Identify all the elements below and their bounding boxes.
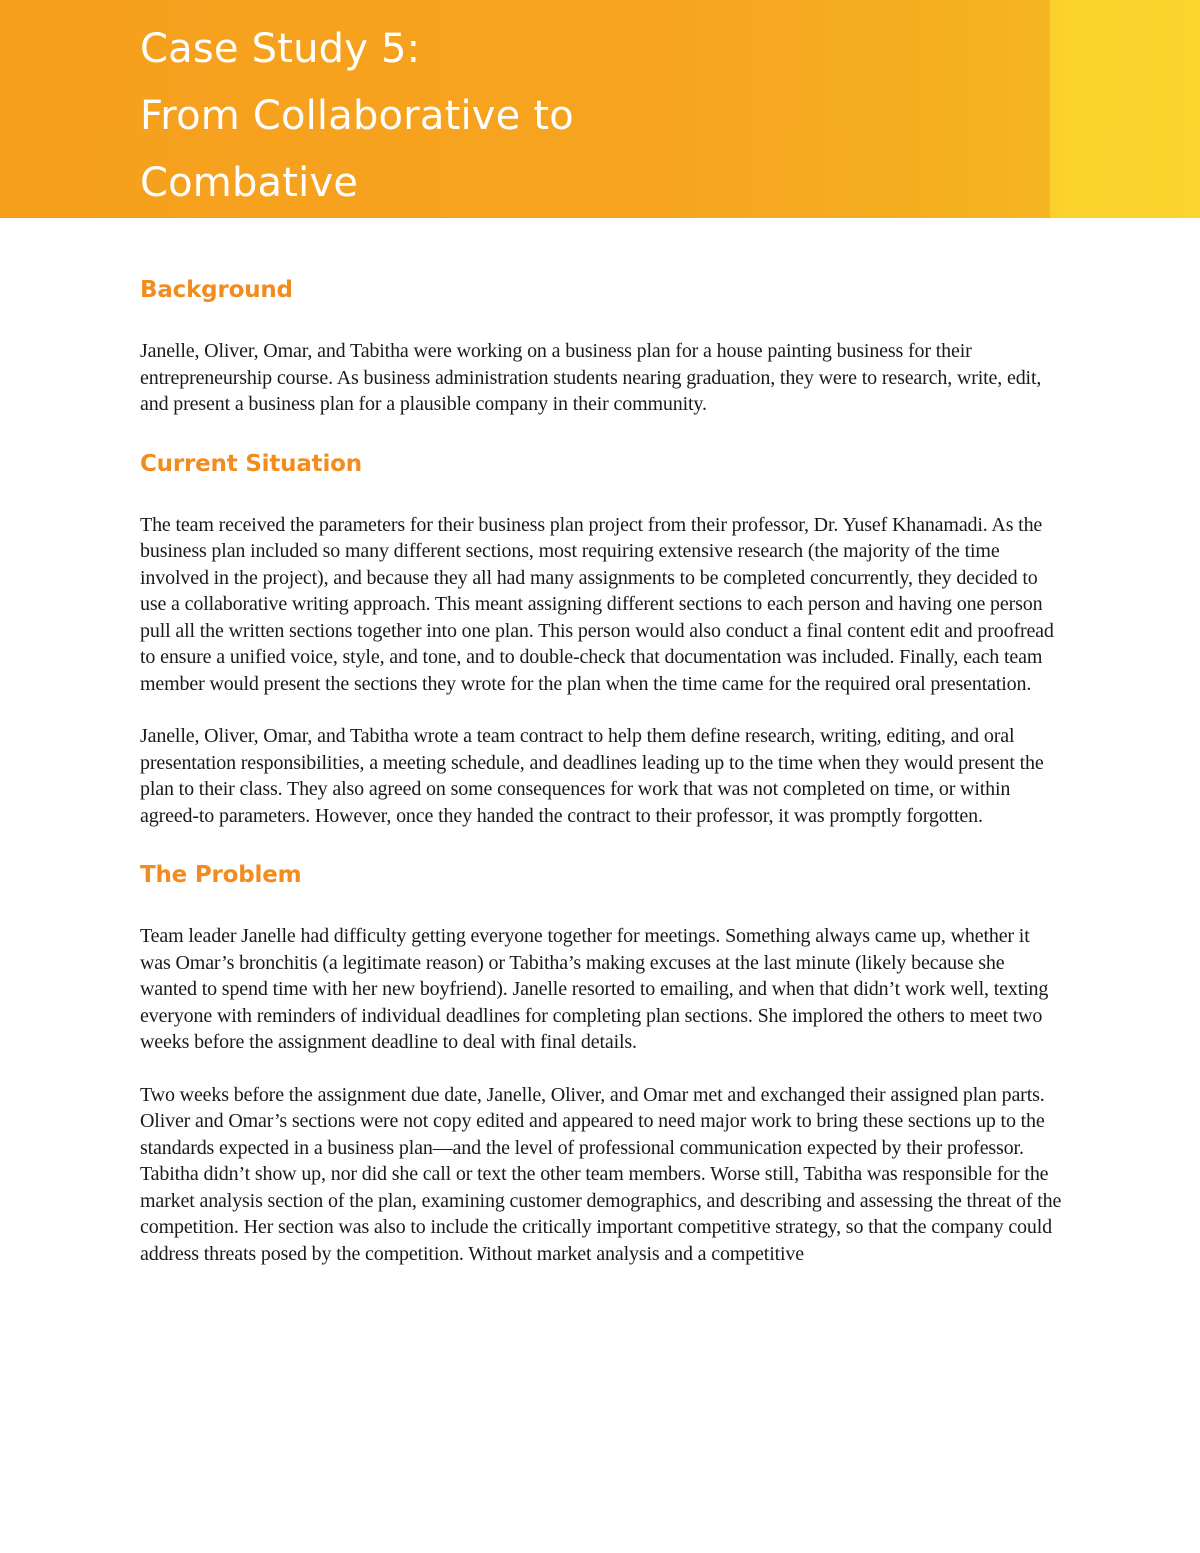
section-heading: Current Situation	[140, 450, 362, 477]
section-current-situation	[140, 444, 1065, 830]
document-body	[140, 270, 1065, 1267]
page-title	[140, 16, 574, 217]
section-background	[140, 270, 1065, 418]
section-heading: The Problem	[140, 862, 302, 888]
paragraph: Two weeks before the assignment due date, Janelle, Oliver, and Omar met and exchanged their assigned plan parts. Oliver and Omar’s sections were not copy edited and appeared to need major work to bring these sections up to the standards expected in a business plan—and the level of professional communication expected by their professor. Tabitha didn’t show up, nor did she call or text the other team members. Worse still, Tabitha was responsible for the market analysis section of the plan, examining customer demographics, and describing and assessing the threat of the competition. Her section was also to include the critically important competitive strategy, so that the company could address threats posed by the competition. Without market analysis and a competitive	[140, 1083, 1062, 1265]
paragraph: Janelle, Oliver, Omar, and Tabitha wrote a team contract to help them define research, writing, editing, and oral presentation responsibilities, a meeting schedule, and deadlines leading up to the time when they would present the plan to their class. They also agreed on some consequences for work that was not completed on time, or within agreed-to parameters. However, once they handed the contract to their professor, it was promptly forgotten.	[140, 725, 1044, 827]
title-line: From Collaborative to	[140, 93, 574, 139]
section-heading: Background	[140, 277, 293, 303]
paragraph: The team received the parameters for their business plan project from their professor, Dr. Yusef Khanamadi. As the business plan included so many different sections, most requiring extensive research (the majority of the time involved in the project), and because they all had many assignments to be completed concurrently, they decided to use a collaborative writing approach. This meant assigning different sections to each person and having one person pull all the written sections together into one plan. This person would also conduct a final content edit and proofread to ensure a unified voice, style, and tone, and to double-check that documentation was included. Finally, each team member would present the sections they wrote for the plan when the time came for the required oral presentation.	[140, 513, 1054, 695]
title-line: Combative	[140, 160, 359, 206]
title-line: Case Study 5:	[140, 26, 421, 72]
paragraph: Janelle, Oliver, Omar, and Tabitha were working on a business plan for a house painting business for their entrepreneurship course. As business administration students nearing graduation, they were to research, write, edit, and present a business plan for a plausible company in their community.	[140, 340, 1042, 415]
section-the-problem	[140, 855, 1065, 1267]
paragraph: Team leader Janelle had difficulty getting everyone together for meetings. Something always came up, whether it was Omar’s bronchitis (a legitimate reason) or Tabitha’s making excuses at the last minute (likely because she wanted to spend time with her new boyfriend). Janelle resorted to emailing, and when that didn’t work well, texting everyone with reminders of individual deadlines for completing plan sections. She implored the others to meet two weeks before the assignment deadline to deal with final details.	[140, 925, 1049, 1053]
